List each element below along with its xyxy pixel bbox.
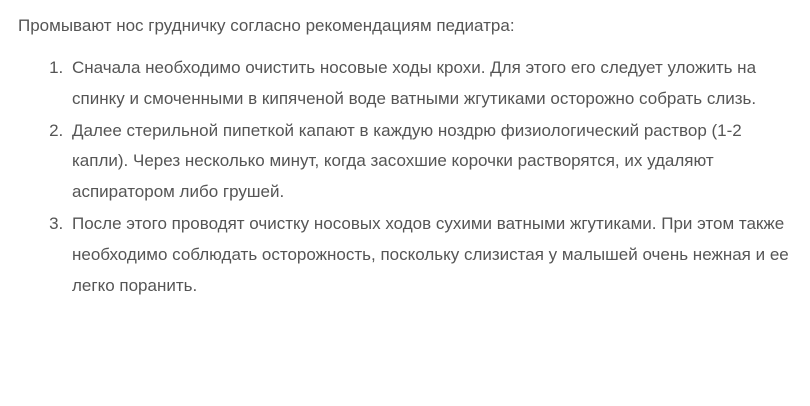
instruction-steps-list <box>14 53 796 303</box>
list-item-text: 2. Далее стерильной пипеткой капают в каждую ноздрю физиологический раствор (1-2 капли). Через несколько минут, когда засохшие корочки растворятся, их удаляют аспиратором либо грушей. <box>72 120 742 202</box>
list-item-text: 3. После этого проводят очистку носовых ходов сухими ватными жгутиками. При этом также необходимо соблюдать осторожность, поскольку слизистая у малышей очень нежная и ее легко поранить. <box>72 214 789 296</box>
list-item <box>68 53 796 115</box>
list-item <box>68 209 796 302</box>
list-item-text: 1. Сначала необходимо очистить носовые ходы крохи. Для этого его следует уложить на спинку и смоченными в кипяченой воде ватными жгутиками осторожно собрать слизь. <box>72 57 757 108</box>
intro-paragraph: Промывают нос грудничку согласно рекомендациям педиатра: <box>18 16 515 35</box>
list-item <box>68 116 796 209</box>
